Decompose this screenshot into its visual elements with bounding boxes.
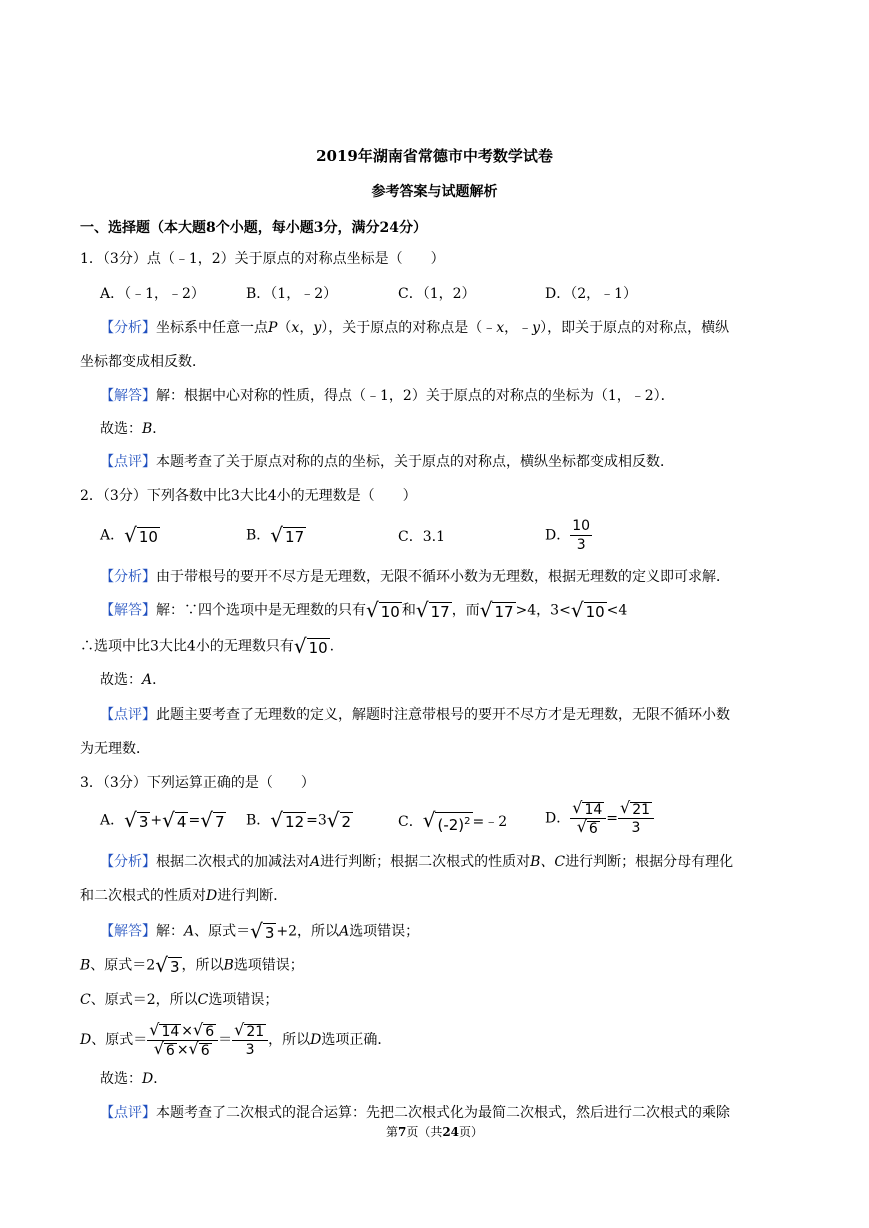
q2-option-c: C．3.1 — [398, 529, 445, 545]
q2-therefore: ∴选项中比3大比4小的无理数只有 √ 10 . — [80, 634, 335, 658]
q3-answer-d: D、原式＝ √ 14 × √ 6 √ 6 × √ 6 ＝ √ 21 3 ，所以D选项正确． — [80, 1019, 392, 1059]
q1-analysis: 【分析】坐标系中任意一点P（x，y），关于原点的对称点是（﹣x，﹣y），即关于原点的对称点，横纵 — [100, 320, 730, 336]
q3-stem: 3．（3分）下列运算正确的是（ ） — [80, 775, 315, 791]
q1-answer: 【解答】解：根据中心对称的性质，得点（﹣1，2）关于原点的对称点的坐标为（1，﹣2）． — [100, 388, 675, 404]
document-subtitle: 参考答案与试题解析 — [371, 184, 498, 200]
q3-option-c: C． √ $(-2)^2$ =﹣2 — [398, 808, 508, 834]
total-pages: 24 — [442, 1125, 460, 1139]
q1-analysis-line2: 坐标都变成相反数． — [80, 354, 206, 370]
q3-option-a: A． √ 3 + √ 4 = √ 7 — [100, 808, 225, 832]
q1-choice: 故选：B． — [100, 421, 167, 437]
current-page: 7 — [397, 1125, 407, 1139]
answer-tag: 【解答】 — [100, 388, 156, 404]
q2-option-d: D． $\frac{10}{3}$ — [545, 518, 591, 553]
q3-comment: 【点评】本题考查了二次根式的混合运算：先把二次根式化为最简二次根式，然后进行二次根式的乘除 — [100, 1105, 730, 1121]
q3-option-b: B． √ 12 =3 √ 2 — [246, 808, 352, 832]
q2-analysis: 【分析】由于带根号的要开不尽方是无理数，无限不循环小数为无理数，根据无理数的定义即可求解． — [100, 569, 730, 585]
q1-option-d: D．（2，﹣1） — [545, 286, 638, 302]
q1-comment: 【点评】本题考查了关于原点对称的点的坐标，关于原点的对称点，横纵坐标都变成相反数． — [100, 454, 674, 470]
q2-comment-line2: 为无理数． — [80, 741, 150, 757]
q3-analysis: 【分析】根据二次根式的加减法对A进行判断；根据二次根式的性质对B、C进行判断；根据分母有理化 — [100, 854, 734, 870]
q2-stem: 2．（3分）下列各数中比3大比4小的无理数是（ ） — [80, 488, 417, 504]
q2-option-b: B． √ 17 — [246, 523, 305, 547]
q3-choice: 故选：D． — [100, 1071, 168, 1087]
q2-comment: 【点评】此题主要考查了无理数的定义，解题时注意带根号的要开不尽方才是无理数，无限不循环小数 — [100, 707, 730, 723]
q3-answer-a: 【解答】解：A、原式＝ √ 3 +2，所以A选项错误； — [100, 919, 420, 943]
comment-tag: 【点评】 — [100, 454, 156, 470]
q1-option-b: B．（1，﹣2） — [246, 286, 338, 302]
q3-analysis-line2: 和二次根式的性质对D进行判断． — [80, 888, 288, 904]
q2-answer: 【解答】解：∵四个选项中是无理数的只有 √ 10 和 √ 17 ，而 √ 17 >4，3< √ 10 <4 — [100, 598, 628, 622]
page-footer: 第7页（共24页） — [385, 1125, 484, 1139]
q1-stem: 1．（3分）点（﹣1，2）关于原点的对称点坐标是（ ） — [80, 251, 445, 267]
q1-option-a: A．（﹣1，﹣2） — [100, 286, 205, 302]
q3-answer-b: B、原式＝2 √ 3 ，所以B选项错误； — [80, 953, 304, 977]
q2-option-a: A． √ 10 — [100, 523, 158, 547]
q3-option-d: D． √ 14 √ 6 = √ 21 3 — [545, 800, 654, 837]
q2-choice: 故选：A． — [100, 672, 167, 688]
section-heading: 一、选择题（本大题8个小题，每小题3分，满分24分） — [80, 220, 427, 236]
analysis-tag: 【分析】 — [100, 320, 156, 336]
q1-option-c: C．（1，2） — [398, 286, 476, 302]
document-title: 2019年湖南省常德市中考数学试卷 — [316, 147, 553, 165]
q3-answer-c: C、原式＝2，所以C选项错误； — [80, 992, 279, 1008]
